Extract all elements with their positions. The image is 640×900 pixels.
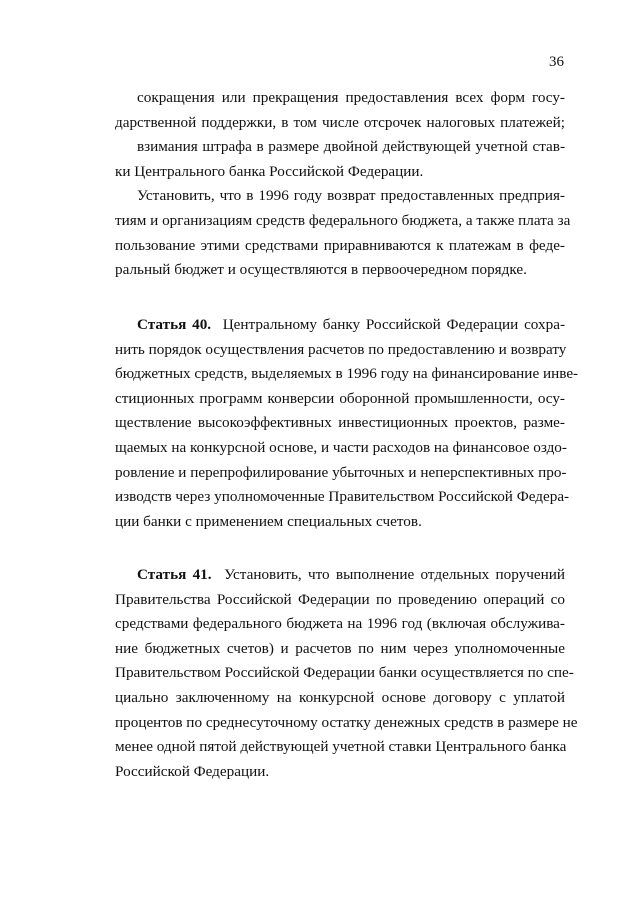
- text-line: бюджетных средств, выделяемых в 1996 году на финансирование инве-: [115, 365, 579, 383]
- text-line: стиционных программ конверсии оборонной промышленности, осу-: [115, 389, 565, 407]
- text-line: взимания штрафа в размере двойной действующей учетной став-: [137, 138, 565, 156]
- text-line: сокращения или прекращения предоставления всех форм госу-: [137, 89, 565, 106]
- text-line: циально заключенному на конкурсной основе договору с уплатой: [115, 688, 565, 706]
- text-line: Правительства Российской Федерации по проведению операций со: [115, 590, 565, 608]
- article-first-line: [115, 313, 565, 338]
- text-line: нить порядок осуществления расчетов по предоставлению и возврату: [115, 340, 567, 358]
- article-title: Статья 40.: [137, 316, 212, 333]
- article-40: [115, 313, 579, 534]
- text-run: Установить, что выполнение отдельных поручений: [224, 566, 565, 583]
- text-line: ки Центрального банка Российской Федерации.: [115, 162, 424, 180]
- article-41: [115, 563, 578, 784]
- text-line: ние бюджетных счетов) и расчетов по ним через уполномоченные: [115, 639, 565, 657]
- section-top: [115, 86, 571, 283]
- text-line: Правительством Российской Федерации банки осуществляется по спе-: [115, 664, 574, 682]
- text-line: ровление и перепрофилирование убыточных и неперспективных про-: [115, 463, 567, 481]
- text-line: средствами федерального бюджета на 1996 год (включая обслужива-: [115, 615, 565, 633]
- text-run: Центральному банку Российской Федерации сохра-: [222, 316, 566, 333]
- text-line: Установить, что в 1996 году возврат предоставленных предприя-: [137, 187, 565, 205]
- text-line: менее одной пятой действующей учетной ставки Центрального банка: [115, 738, 567, 756]
- text-line: щаемых на конкурсной основе, и части расходов на финансовое оздо-: [115, 438, 567, 456]
- article-title: Статья 41.: [137, 566, 212, 583]
- text-line: тиям и организациям средств федерального бюджета, а также плата за: [115, 211, 571, 229]
- text-line: ществление высокоэффективных инвестиционных проектов, разме-: [115, 414, 565, 432]
- page-number: 36: [549, 54, 564, 70]
- text-line: изводств через уполномоченные Правительством Российской Федера-: [115, 488, 570, 506]
- text-line: Российской Федерации.: [115, 762, 270, 780]
- text-line: процентов по среднесуточному остатку денежных средств в размере не: [115, 713, 578, 731]
- text-line: ральный бюджет и осуществляются в первоочередном порядке.: [115, 261, 527, 279]
- text-line: дарственной поддержки, в том числе отсрочек налоговых платежей;: [115, 113, 565, 131]
- text-line: пользование этими средствами приравниваются к платежам в феде-: [115, 236, 565, 254]
- article-first-line: [115, 563, 565, 588]
- text-line: ции банки с применением специальных счетов.: [115, 512, 422, 530]
